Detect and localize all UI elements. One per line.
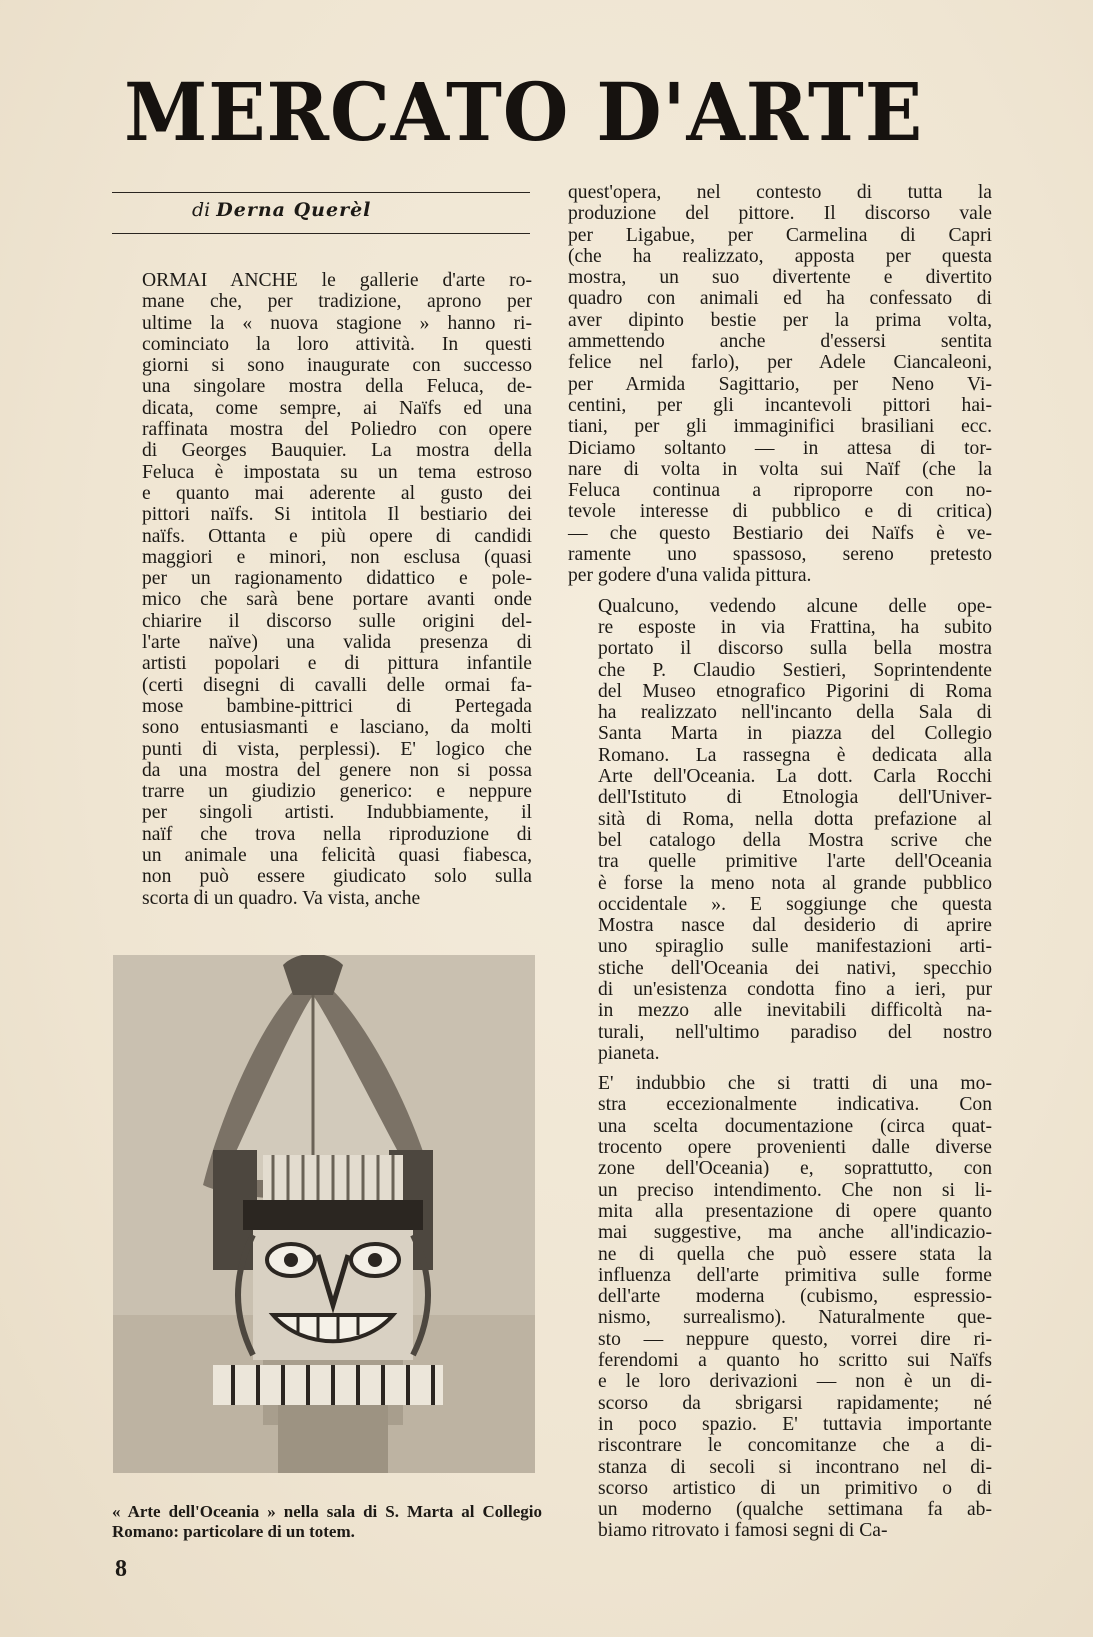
text-line: dell'Istituto di Etnologia dell'Univer-	[598, 787, 992, 809]
text-line: di Georges Bauquier. La mostra della	[142, 440, 532, 462]
text-line: Romano. La rassegna è dedicata alla	[598, 744, 992, 766]
text-line: artisti popolari e di pittura infantile	[142, 653, 532, 675]
text-line: pianeta.	[598, 1042, 660, 1064]
byline-author: Derna Querèl	[216, 199, 372, 221]
text-line: non può essere giudicato solo sulla	[142, 866, 532, 888]
text-line: ferendomi a quanto ho scritto sui Naïfs	[598, 1350, 992, 1372]
text-line: produzione del pittore. Il discorso vale	[568, 203, 992, 225]
text-line: del Museo etnografico Pigorini di Roma	[598, 680, 992, 702]
paragraph-4	[568, 1073, 992, 1542]
text-line: Santa Marta in piazza del Collegio	[598, 723, 992, 745]
text-line: tevole interesse di pubblico e di critica)	[568, 501, 992, 523]
text-line: giorni si sono inaugurate con successo	[142, 355, 532, 377]
totem-illustration	[113, 955, 535, 1473]
text-line: che P. Claudio Sestieri, Soprintendente	[598, 659, 992, 681]
text-line: Arte dell'Oceania. La dott. Carla Rocchi	[598, 766, 992, 788]
text-line: quest'opera, nel contesto di tutta la	[568, 182, 992, 203]
article-column-2	[568, 182, 992, 1542]
text-line: scorta di un quadro. Va vista, anche	[142, 887, 421, 909]
paragraph-1	[112, 270, 532, 909]
text-line: E' indubbio che si tratti di una mo-	[598, 1073, 992, 1095]
text-line: un preciso intendimento. Che non si li-	[598, 1179, 992, 1201]
text-line: trocento opere provenienti dalle diverse	[598, 1137, 992, 1159]
text-line: Feluca è impostata su un tema estroso	[142, 461, 532, 483]
text-line: sono entusiasmanti e lasciano, da molti	[142, 717, 532, 739]
text-line: naïf che trova nella riproduzione di	[142, 823, 532, 845]
page-number: 8	[115, 1556, 127, 1582]
text-line: chiarire il discorso sulle origini del-	[142, 610, 532, 632]
text-line: tiani, per gli immaginifici brasiliani ecc.	[568, 416, 992, 438]
text-line: ha realizzato nell'incanto della Sala di	[598, 702, 992, 724]
text-line: dell'arte moderna (cubismo, espressio-	[598, 1286, 992, 1308]
text-line: stra eccezionalmente indicativa. Con	[598, 1094, 992, 1116]
text-line: l'arte naïve) una valida presenza di	[142, 632, 532, 654]
text-line: e le loro derivazioni — non è un di-	[598, 1371, 992, 1393]
text-line: raffinata mostra del Poliedro con opere	[142, 419, 532, 441]
text-line: per singoli artisti. Indubbiamente, il	[142, 802, 532, 824]
text-line: trarre un giudizio generico: e neppure	[142, 781, 532, 803]
text-line: ne di quella che può essere stata la	[598, 1243, 992, 1265]
byline	[192, 199, 371, 221]
text-line: centini, per gli incantevoli pittori hai-	[568, 394, 992, 416]
text-line: ultime la « nuova stagione » hanno ri-	[142, 312, 532, 334]
text-line: turali, nell'ultimo paradiso del nostro	[598, 1021, 992, 1043]
text-line: mico che sarà bene portare avanti onde	[142, 589, 532, 611]
text-line: Feluca continua a riproporre con no-	[568, 480, 992, 502]
text-line: — che questo Bestiario dei Naïfs è ve-	[568, 522, 992, 544]
text-line: stanza di secoli si incontrano nel di-	[598, 1456, 992, 1478]
text-line: Diciamo soltanto — in attesa di tor-	[568, 437, 992, 459]
text-line: da una mostra del genere non si possa	[142, 759, 532, 781]
text-line: aver dipinto bestie per la prima volta,	[568, 309, 992, 331]
text-line: cominciato la loro attività. In questi	[142, 333, 532, 355]
text-line: in poco spazio. E' tuttavia importante	[598, 1413, 992, 1435]
text-line: dicata, come sempre, ai Naïfs ed una	[142, 397, 532, 419]
text-line: per Armida Sagittario, per Neno Vi-	[568, 373, 992, 395]
text-line: influenza dell'arte primitiva sulle forme	[598, 1264, 992, 1286]
text-line: mane che, per tradizione, aprono per	[142, 291, 532, 313]
text-line: (che ha realizzato, apposta per questa	[568, 245, 992, 267]
text-line: punti di vista, perplessi). E' logico che	[142, 738, 532, 760]
text-line: ramente uno spassoso, sereno pretesto	[568, 544, 992, 566]
text-line: scorso da sbrigarsi rapidamente; né	[598, 1392, 992, 1414]
text-line: scorso artistico di un primitivo o di	[598, 1477, 992, 1499]
text-line: portato il discorso sulla bella mostra	[598, 638, 992, 660]
text-line: re esposte in via Frattina, ha subito	[598, 616, 992, 638]
photo-caption: « Arte dell'Oceania » nella sala di S. Marta al Collegio Romano: particolare di un totem.	[112, 1502, 542, 1541]
text-line: nismo, surrealismo). Naturalmente que-	[598, 1307, 992, 1329]
text-line: maggiori e minori, non esclusa (quasi	[142, 546, 532, 568]
text-line: Mostra nasce dal desiderio di aprire	[598, 915, 992, 937]
text-line: (certi disegni di cavalli delle ormai fa-	[142, 674, 532, 696]
text-line: e quanto mai aderente al gusto dei	[142, 482, 532, 504]
paragraph-3	[568, 596, 992, 1065]
text-line: per godere d'una valida pittura.	[568, 565, 812, 587]
text-line: è forse la meno nota al grande pubblico	[598, 872, 992, 894]
text-line: un moderno (qualche settimana fa ab-	[598, 1499, 992, 1521]
text-line: per un ragionamento didattico e pole-	[142, 568, 532, 590]
text-line: zone dell'Oceania) e, soprattutto, con	[598, 1158, 992, 1180]
byline-box	[112, 192, 530, 234]
text-line: per Ligabue, per Carmelina di Capri	[568, 224, 992, 246]
text-line: una singolare mostra della Feluca, de-	[142, 376, 532, 398]
text-line: mose bambine-pittrici di Pertegada	[142, 695, 532, 717]
totem-photo	[113, 955, 535, 1473]
text-line: uno spiraglio sulle manifestazioni arti-	[598, 936, 992, 958]
text-line: ammettendo anche d'essersi sentita	[568, 331, 992, 353]
text-line: nare di volta in volta sui Naïf (che la	[568, 458, 992, 480]
byline-prefix: di	[192, 199, 211, 221]
text-line: mita alla presentazione di opere quanto	[598, 1200, 992, 1222]
text-line: sto — neppure questo, vorrei dire ri-	[598, 1328, 992, 1350]
text-line: mai suggestive, ma anche all'indicazio-	[598, 1222, 992, 1244]
text-line: stiche dell'Oceania dei nativi, specchio	[598, 957, 992, 979]
text-line: felice nel farlo), per Adele Ciancaleoni,	[568, 352, 992, 374]
text-line: quadro con animali ed ha confessato di	[568, 288, 992, 310]
text-line: biamo ritrovato i famosi segni di Ca-	[598, 1520, 888, 1542]
text-line: occidentale ». E soggiunge che questa	[598, 893, 992, 915]
text-line: naïfs. Ottanta e più opere di candidi	[142, 525, 532, 547]
text-line: sità di Roma, nella dotta prefazione al	[598, 808, 992, 830]
text-line: Qualcuno, vedendo alcune delle ope-	[598, 595, 992, 617]
text-line: riscontrare le concomitanze che a di-	[598, 1435, 992, 1457]
paragraph-2	[568, 182, 992, 587]
article-column-1	[112, 270, 532, 909]
text-line: bel catalogo della Mostra scrive che	[598, 829, 992, 851]
text-line: mostra, un suo divertente e divertito	[568, 267, 992, 289]
text-line: ORMAI ANCHE le gallerie d'arte ro-	[142, 270, 532, 291]
text-line: un animale una felicità quasi fiabesca,	[142, 845, 532, 867]
text-line: una scelta documentazione (circa quat-	[598, 1115, 992, 1137]
text-line: tra quelle primitive l'arte dell'Oceania	[598, 851, 992, 873]
text-line: in mezzo alle inevitabili difficoltà na-	[598, 1000, 992, 1022]
text-line: di un'esistenza condotta fino a ieri, pur	[598, 978, 992, 1000]
text-line: pittori naïfs. Si intitola Il bestiario dei	[142, 504, 532, 526]
article-title: MERCATO D'ARTE	[124, 65, 924, 159]
